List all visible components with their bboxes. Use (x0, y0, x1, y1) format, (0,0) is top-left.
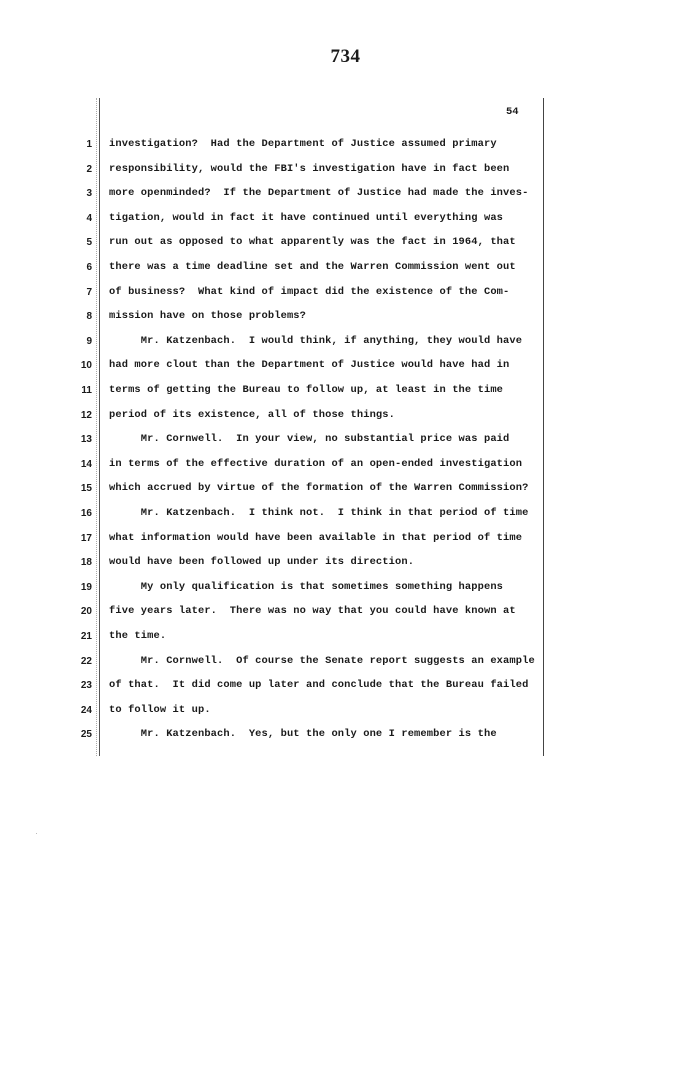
line-number: 6 (86, 262, 92, 273)
line-text: what information would have been available in that period of time (109, 531, 523, 544)
transcript-line (0, 384, 691, 400)
line-text: had more clout than the Department of Justice would have had in (109, 359, 510, 372)
line-number: 13 (80, 434, 92, 446)
line-text: the time. (109, 630, 167, 642)
line-number: 8 (86, 311, 92, 323)
line-number: 15 (80, 483, 92, 495)
transcript-line (0, 581, 691, 597)
transcript-line (0, 458, 691, 474)
line-number: 24 (80, 704, 92, 716)
line-number: 23 (80, 680, 92, 692)
transcript-line (0, 163, 691, 179)
line-number: 18 (80, 557, 92, 569)
line-number: 16 (80, 508, 92, 519)
line-number: 25 (80, 729, 92, 741)
transcript-line (0, 359, 691, 375)
line-text: investigation? Had the Department of Justice assumed primary (109, 138, 497, 150)
line-number: 17 (80, 532, 92, 544)
line-text: mission have on those problems? (109, 310, 307, 323)
line-number: 5 (86, 237, 92, 249)
transcript-line (0, 187, 691, 203)
line-number: 1 (86, 139, 92, 150)
line-number: 14 (80, 458, 92, 470)
transcript-line (0, 236, 691, 252)
transcript-line (0, 556, 691, 572)
line-text: Mr. Katzenbach. I think not. I think in that period of time (109, 507, 529, 519)
line-number: 12 (80, 409, 92, 421)
line-number: 20 (80, 606, 92, 618)
line-text: terms of getting the Bureau to follow up, at least in the time (109, 384, 504, 396)
line-number: 19 (80, 581, 92, 593)
line-text: Mr. Katzenbach. I would think, if anything, they would have (109, 334, 523, 347)
line-number: 9 (86, 335, 92, 347)
line-number: 22 (80, 655, 92, 667)
line-text: tigation, would in fact it have continued until everything was (109, 211, 504, 224)
transcript-line (0, 261, 691, 277)
line-text: Mr. Katzenbach. Yes, but the only one I remember is the (109, 728, 497, 741)
transcript-line (0, 335, 691, 351)
line-number: 21 (80, 631, 92, 642)
line-number: 7 (86, 286, 92, 298)
transcript-line (0, 605, 691, 621)
transcript-line (0, 212, 691, 228)
line-text: My only qualification is that sometimes something happens (109, 580, 504, 593)
page-number: 734 (330, 46, 361, 67)
line-text: of that. It did come up later and conclude that the Bureau failed (109, 679, 529, 692)
transcript-line (0, 728, 691, 744)
line-text: there was a time deadline set and the Warren Commission went out (109, 261, 516, 273)
transcript-line (0, 138, 691, 154)
line-text: responsibility, would the FBI's investigation have in fact been (109, 162, 510, 175)
line-number: 10 (80, 360, 92, 372)
line-text: run out as opposed to what apparently was the fact in 1964, that (109, 236, 516, 249)
transcript-line (0, 310, 691, 326)
transcript-line (0, 482, 691, 498)
line-text: period of its existence, all of those things. (109, 408, 395, 421)
line-number: 3 (86, 188, 92, 200)
scan-speck (36, 833, 37, 834)
transcript-line (0, 507, 691, 523)
line-text: would have been followed up under its direction. (109, 556, 415, 569)
line-text: more openminded? If the Department of Justice had made the inves- (109, 187, 529, 200)
transcript-line (0, 286, 691, 302)
transcript-line (0, 532, 691, 548)
transcript-line (0, 433, 691, 449)
transcript-line (0, 655, 691, 671)
transcript-line (0, 679, 691, 695)
line-text: five years later. There was no way that you could have known at (109, 605, 516, 618)
line-text: of business? What kind of impact did the existence of the Com- (109, 285, 510, 298)
line-number: 2 (86, 163, 92, 175)
line-number: 11 (81, 385, 92, 396)
line-text: Mr. Cornwell. In your view, no substantial price was paid (109, 433, 510, 446)
line-number: 4 (86, 212, 92, 224)
line-text: in terms of the effective duration of an open-ended investigation (109, 457, 523, 470)
transcript-line (0, 704, 691, 720)
line-text: Mr. Cornwell. Of course the Senate report suggests an example (109, 654, 535, 667)
transcript-line (0, 409, 691, 425)
line-text: to follow it up. (109, 703, 211, 716)
line-text: which accrued by virtue of the formation of the Warren Commission? (109, 482, 529, 495)
transcript-line (0, 630, 691, 646)
transcript-page-number: 54 (506, 106, 519, 118)
